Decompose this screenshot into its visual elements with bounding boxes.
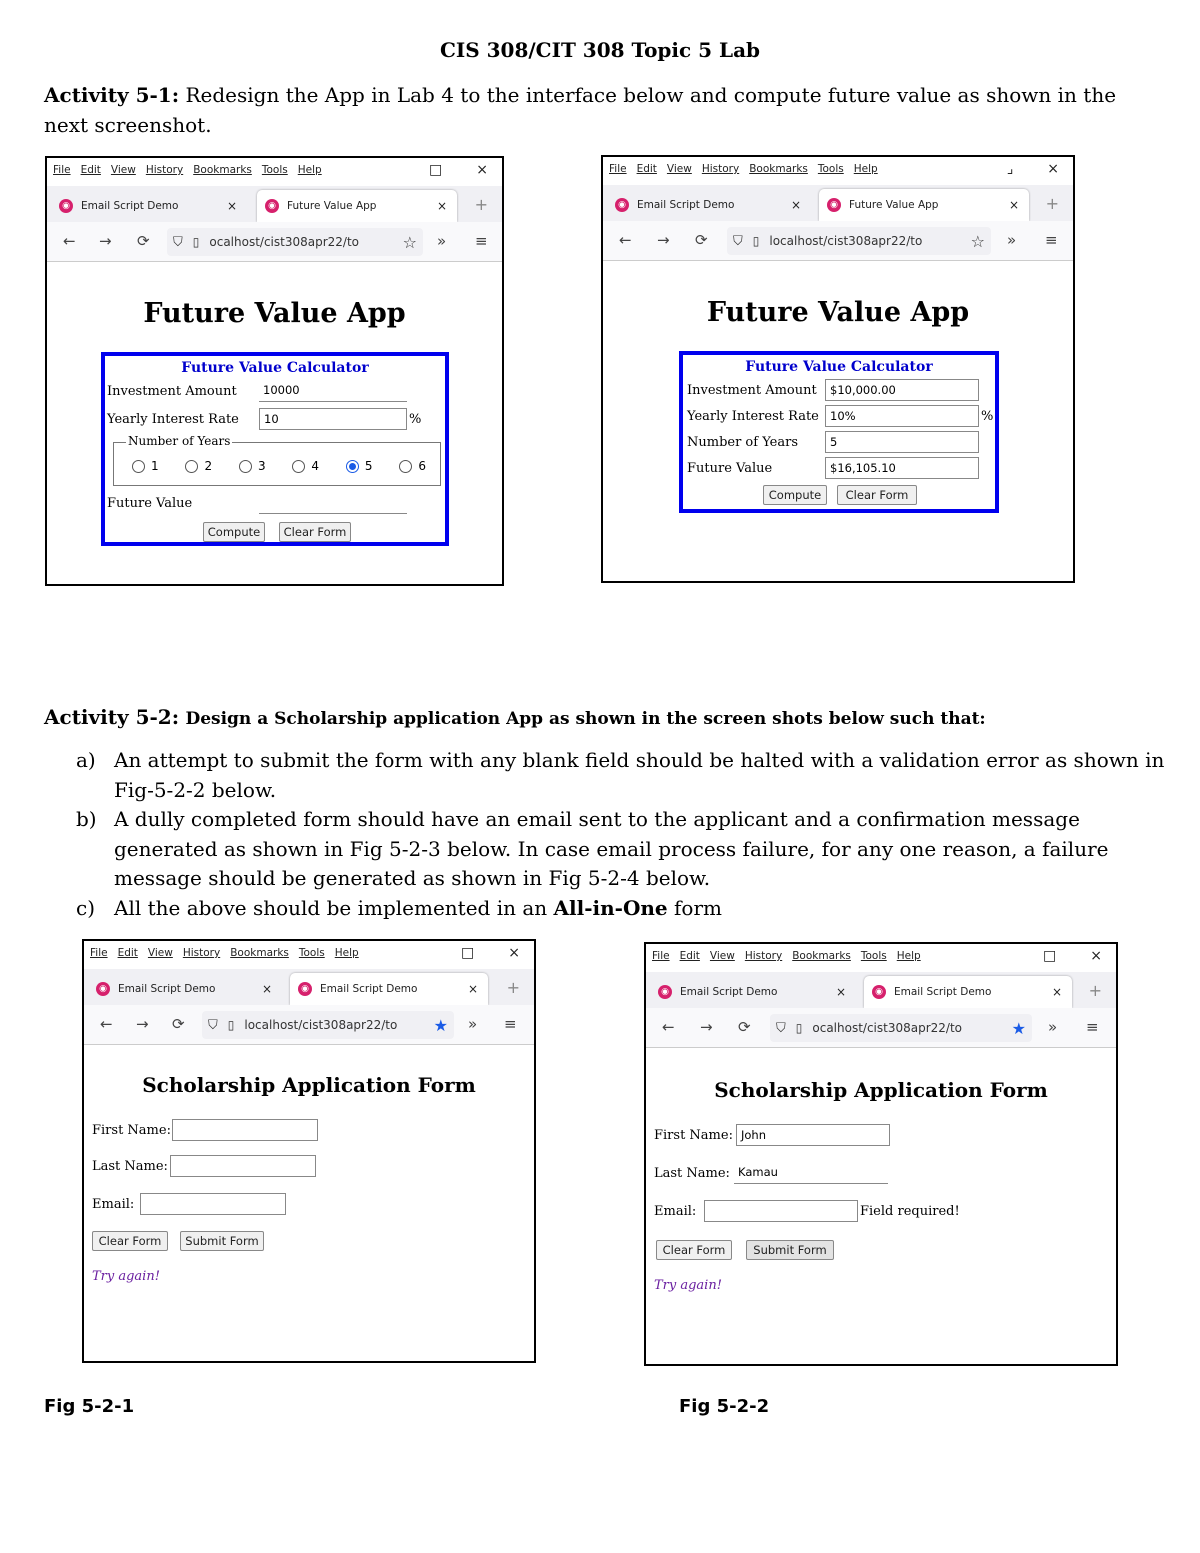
email-label: Email: [92,1197,135,1212]
url-bar[interactable] [770,1014,1032,1042]
app-menu-icon[interactable]: ≡ [1086,1018,1099,1036]
compute-button[interactable]: Compute [763,485,827,505]
form-title: Scholarship Application Form [714,1078,1048,1102]
calculator-panel [679,351,999,513]
first-name-label: First Name: [654,1128,733,1143]
menu-help[interactable]: Help [853,163,878,175]
clear-form-button[interactable]: Clear Form [837,485,917,505]
email-input[interactable] [704,1200,858,1222]
years-radio-6[interactable] [399,459,426,473]
calculator-title: Future Value Calculator [745,359,933,375]
menu-file[interactable]: File [90,947,108,959]
requirement-text: All the above should be implemented in an [114,895,554,920]
try-again-message: Try again! [654,1278,722,1293]
future-value-label: Future Value [107,496,193,511]
menu-view[interactable]: View [666,163,692,175]
close-window-icon[interactable]: × [1047,161,1059,177]
close-tab-icon[interactable]: × [467,982,478,996]
menu-bookmarks[interactable]: Bookmarks [230,947,289,959]
bookmark-star-icon[interactable]: ☆ [402,232,417,252]
url-text: ocalhost/cist308apr22/to [812,1021,963,1035]
document-title: CIS 308/CIT 308 Topic 5 Lab [439,38,761,62]
restore-icon[interactable]: ⌟ [1006,161,1014,177]
forward-icon[interactable]: → [99,232,112,250]
close-tab-icon[interactable]: × [1051,985,1062,999]
activity-5-1 [44,80,1164,140]
investment-input[interactable]: 10000 [259,380,407,402]
years-radio-1[interactable] [132,459,159,473]
menu-edit[interactable]: Edit [117,947,138,959]
tab-future-value-app[interactable] [819,189,1029,221]
submit-form-button[interactable]: Submit Form [180,1231,264,1251]
close-window-icon[interactable]: × [476,162,488,178]
site-favicon-icon: ◉ [265,199,279,213]
calculator-title: Future Value Calculator [181,360,369,376]
close-tab-icon[interactable]: × [835,985,846,999]
tab-label: Future Value App [287,200,377,212]
new-tab-icon[interactable]: + [506,978,520,997]
tab-email-script-demo-active[interactable] [864,976,1072,1008]
tab-bar [603,185,1073,221]
investment-label: Investment Amount [687,383,817,398]
new-tab-icon[interactable]: + [474,195,488,214]
years-legend: Number of Years [128,434,231,448]
investment-label: Investment Amount [107,384,237,399]
menu-tools[interactable]: Tools [817,163,844,175]
tab-bar [646,972,1116,1008]
close-window-icon[interactable]: × [508,945,520,961]
radio-label: 2 [204,459,213,473]
activity-5-2-label: Activity 5-2: [44,705,180,729]
requirement-label: a) [76,748,96,772]
bookmark-star-icon[interactable]: ☆ [970,231,985,251]
shield-icon: ⛉ [733,233,743,249]
menu-history[interactable]: History [744,950,783,962]
new-tab-icon[interactable]: + [1045,194,1059,213]
overflow-icon[interactable]: » [437,232,447,250]
close-tab-icon[interactable]: × [436,199,447,213]
menu-help[interactable]: Help [896,950,921,962]
menu-history[interactable]: History [182,947,221,959]
requirement-label: b) [76,807,97,831]
future-value-output[interactable] [259,492,407,514]
years-input[interactable]: 5 [825,431,979,453]
future-value-output[interactable]: $16,105.10 [825,457,979,479]
page-content [84,1045,534,1363]
menu-file[interactable]: File [652,950,670,962]
overflow-icon[interactable]: » [1007,231,1017,249]
last-name-label: Last Name: [92,1159,168,1174]
url-text: ocalhost/cist308apr22/to [209,235,360,249]
forward-icon[interactable]: → [136,1015,149,1033]
menu-view[interactable]: View [709,950,735,962]
radio-label: 6 [418,459,426,473]
nav-bar [646,1008,1116,1048]
shield-icon: ⛉ [173,234,183,250]
tab-bar [84,969,534,1005]
requirement-emphasis: All-in-One [553,895,668,920]
figure-caption-5-2-1: Fig 5-2-1 [44,1396,135,1417]
bookmark-star-icon[interactable]: ★ [1011,1018,1026,1038]
menu-help[interactable]: Help [334,947,359,959]
reload-icon[interactable]: ⟳ [738,1018,751,1036]
url-bar[interactable] [202,1011,454,1039]
browser-window-scholarship-blank [82,939,536,1363]
back-icon[interactable]: ← [100,1015,113,1033]
nav-bar [603,221,1073,261]
url-text: localhost/cist308apr22/to [244,1018,398,1032]
menu-bookmarks[interactable]: Bookmarks [792,950,851,962]
radio-circle[interactable] [399,460,412,473]
requirement-b [76,805,1166,894]
page-icon: ▯ [795,1021,803,1035]
overflow-icon[interactable]: » [468,1015,478,1033]
menu-bar [646,944,1116,972]
rate-label: Yearly Interest Rate [107,412,239,427]
menu-edit[interactable]: Edit [679,950,700,962]
first-name-label: First Name: [92,1123,171,1138]
reload-icon[interactable]: ⟳ [137,232,150,250]
forward-icon[interactable]: → [657,231,670,249]
back-icon[interactable]: ← [662,1018,675,1036]
tab-email-script-demo[interactable] [88,973,282,1005]
activity-5-2-text: Design a Scholarship application App as shown in the screen shots below such that: [185,709,986,729]
future-value-label: Future Value [687,461,773,476]
url-text: localhost/cist308apr22/to [769,234,923,248]
maximize-icon[interactable]: □ [461,945,475,961]
rate-input[interactable]: 10% [825,405,979,427]
bookmark-star-icon[interactable]: ★ [433,1015,448,1035]
menu-file[interactable]: File [609,163,627,175]
menu-edit[interactable]: Edit [636,163,657,175]
percent-label: % [409,412,422,427]
years-radio-4[interactable] [292,459,319,473]
percent-label: % [981,409,994,424]
page-content [47,262,502,584]
tab-email-script-demo-active[interactable] [290,973,488,1005]
page-content [603,261,1073,581]
site-favicon-icon: ◉ [298,982,312,996]
tab-label: Email Script Demo [894,986,992,998]
first-name-input[interactable] [172,1119,318,1141]
years-radio-5[interactable] [346,459,373,473]
submit-form-button[interactable]: Submit Form [746,1240,834,1260]
menu-help[interactable]: Help [297,164,322,176]
menu-bar [47,158,502,186]
close-tab-icon[interactable]: × [226,199,237,213]
years-label: Number of Years [687,435,798,450]
radio-circle[interactable] [185,460,198,473]
radio-label: 5 [364,459,373,473]
menu-view[interactable]: View [110,164,136,176]
nav-bar [47,222,502,262]
menu-bookmarks[interactable]: Bookmarks [193,164,252,176]
close-tab-icon[interactable]: × [790,198,801,212]
radio-label: 1 [151,459,159,473]
menu-file[interactable]: File [53,164,71,176]
new-tab-icon[interactable]: + [1088,981,1102,1000]
clear-form-button[interactable]: Clear Form [279,522,351,542]
shield-icon: ⛉ [776,1020,786,1036]
requirement-text: A dully completed form should have an email sent to the applicant and a confirmation message generated as shown in Fig 5-2-3 below. In case email process failure, for any one reason, a failure message should be generated as shown in Fig 5-2-4 below. [114,807,1109,890]
activity-5-2 [44,702,1164,734]
maximize-icon[interactable]: □ [1043,948,1057,964]
figure-caption-5-2-2: Fig 5-2-2 [679,1396,770,1417]
browser-window-fv-input [45,156,504,586]
tab-email-script-demo[interactable] [650,976,856,1008]
validation-error: Field required! [860,1204,960,1219]
page-icon: ▯ [227,1018,235,1032]
try-again-message: Try again! [92,1269,160,1284]
site-favicon-icon: ◉ [872,985,886,999]
reload-icon[interactable]: ⟳ [695,231,708,249]
rate-label: Yearly Interest Rate [687,409,819,424]
site-favicon-icon: ◉ [59,199,73,213]
page-title: Future Value App [706,297,970,328]
site-favicon-icon: ◉ [658,985,672,999]
url-bar[interactable] [167,228,423,256]
site-favicon-icon: ◉ [96,982,110,996]
site-favicon-icon: ◉ [615,198,629,212]
app-menu-icon[interactable]: ≡ [475,232,488,250]
last-name-input[interactable]: Kamau [734,1162,888,1184]
nav-bar [84,1005,534,1045]
tab-label: Email Script Demo [680,986,778,998]
menu-bar [603,157,1073,185]
menu-view[interactable]: View [147,947,173,959]
email-label: Email: [654,1204,697,1219]
requirements-list [76,746,1166,923]
years-radio-3[interactable] [239,459,266,473]
app-menu-icon[interactable]: ≡ [1045,231,1058,249]
menu-edit[interactable]: Edit [80,164,101,176]
menu-bookmarks[interactable]: Bookmarks [749,163,808,175]
browser-window-scholarship-error [644,942,1118,1366]
close-window-icon[interactable]: × [1090,948,1102,964]
form-title: Scholarship Application Form [142,1073,476,1097]
reload-icon[interactable]: ⟳ [172,1015,185,1033]
page-icon: ▯ [752,234,760,248]
overflow-icon[interactable]: » [1048,1018,1058,1036]
app-menu-icon[interactable]: ≡ [504,1015,517,1033]
email-input[interactable] [140,1193,286,1215]
forward-icon[interactable]: → [700,1018,713,1036]
browser-window-fv-result [601,155,1075,583]
requirement-c [76,894,1166,924]
page-icon: ▯ [192,235,200,249]
last-name-input[interactable] [170,1155,316,1177]
clear-form-button[interactable]: Clear Form [656,1240,732,1260]
radio-label: 3 [257,459,266,473]
investment-input[interactable]: $10,000.00 [825,379,979,401]
radio-circle-selected[interactable] [346,460,359,473]
tab-label: Email Script Demo [81,200,179,212]
clear-form-button[interactable]: Clear Form [92,1231,168,1251]
menu-history[interactable]: History [145,164,184,176]
tab-label: Email Script Demo [637,199,735,211]
close-tab-icon[interactable]: × [261,982,272,996]
compute-button[interactable]: Compute [203,522,265,542]
radio-circle[interactable] [292,460,305,473]
menu-tools[interactable]: Tools [298,947,325,959]
shield-icon: ⛉ [208,1017,218,1033]
tab-bar [47,186,502,222]
requirement-a [76,746,1166,805]
tab-label: Email Script Demo [118,983,216,995]
rate-input[interactable]: 10 [259,408,407,430]
activity-5-1-text: Redesign the App in Lab 4 to the interface below and compute future value as shown in the next screenshot. [44,83,1117,137]
page-content [646,1048,1116,1366]
close-tab-icon[interactable]: × [1008,198,1019,212]
maximize-icon[interactable]: □ [429,162,443,178]
site-favicon-icon: ◉ [827,198,841,212]
radio-label: 4 [311,459,320,473]
tab-email-script-demo[interactable] [51,190,247,222]
menu-tools[interactable]: Tools [261,164,288,176]
menu-tools[interactable]: Tools [860,950,887,962]
years-radio-2[interactable] [185,459,212,473]
requirement-text: An attempt to submit the form with any blank field should be halted with a validation error as shown in Fig-5-2-2 below. [114,748,1165,802]
years-fieldset [113,434,441,486]
url-bar[interactable] [727,227,991,255]
calculator-panel [101,352,449,546]
page-title: Future Value App [143,298,406,329]
last-name-label: Last Name: [654,1166,730,1181]
back-icon[interactable]: ← [619,231,632,249]
tab-email-script-demo[interactable] [607,189,811,221]
radio-circle[interactable] [239,460,252,473]
menu-bar [84,941,534,969]
tab-label: Email Script Demo [320,983,418,995]
first-name-input[interactable]: John [736,1124,890,1146]
tab-label: Future Value App [849,199,939,211]
radio-circle[interactable] [132,460,145,473]
menu-history[interactable]: History [701,163,740,175]
back-icon[interactable]: ← [63,232,76,250]
requirement-label: c) [76,895,96,920]
tab-future-value-app[interactable] [257,190,457,222]
activity-5-1-label: Activity 5-1: [44,83,180,107]
requirement-text-end: form [667,895,722,920]
